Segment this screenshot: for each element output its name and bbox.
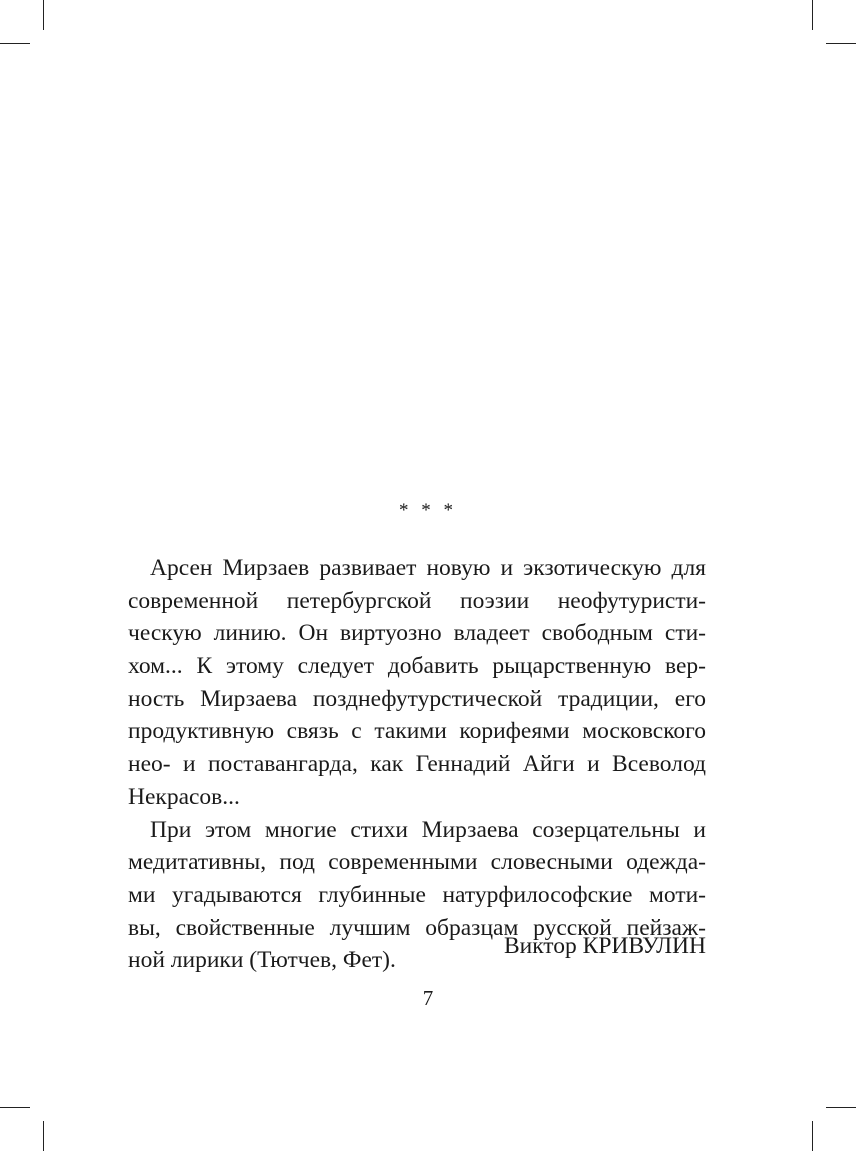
crop-mark-bottom-left-vertical	[43, 1121, 44, 1151]
text-line: ми угадываются глубинные натурфилософские моти-	[128, 881, 706, 908]
text-line: Некрасов...	[128, 783, 240, 810]
crop-mark-top-right-vertical	[812, 0, 813, 30]
text-line: Арсен Мирзаев развивает новую и экзотическую для	[150, 555, 706, 581]
text-line: нео- и поставангарда, как Геннадий Айги и Всеволод	[128, 751, 706, 778]
crop-mark-bottom-right-horizontal	[826, 1107, 856, 1108]
text-line: продуктивную связь с такими корифеями московского	[128, 718, 706, 745]
text-line: ческую линию. Он виртуозно владеет свободным сти-	[128, 620, 706, 647]
crop-mark-bottom-right-vertical	[812, 1121, 813, 1151]
page-number: 7	[422, 986, 434, 1010]
crop-mark-bottom-left-horizontal	[0, 1107, 30, 1108]
crop-mark-top-left-horizontal	[0, 43, 30, 44]
text-line: современной петербургской поэзии неофутуристи-	[128, 587, 706, 614]
author-signature: Виктор КРИВУЛИН	[503, 933, 706, 959]
body-text	[128, 552, 706, 977]
crop-mark-top-left-vertical	[43, 0, 44, 30]
text-line: ной лирики (Тютчев, Фет).	[128, 947, 396, 974]
text-line: При этом многие стихи Мирзаева созерцательны и	[150, 816, 706, 843]
section-separator: * * *	[399, 500, 457, 521]
text-line: медитативны, под современными словесными одежда-	[128, 849, 706, 876]
text-line: вы, свойственные лучшим образцам русской пейзаж-	[128, 914, 706, 941]
crop-mark-top-right-horizontal	[826, 43, 856, 44]
text-line: ность Мирзаева позднефутурстической традиции, его	[128, 685, 706, 712]
text-line: хом... К этому следует добавить рыцарственную вер-	[128, 653, 706, 680]
